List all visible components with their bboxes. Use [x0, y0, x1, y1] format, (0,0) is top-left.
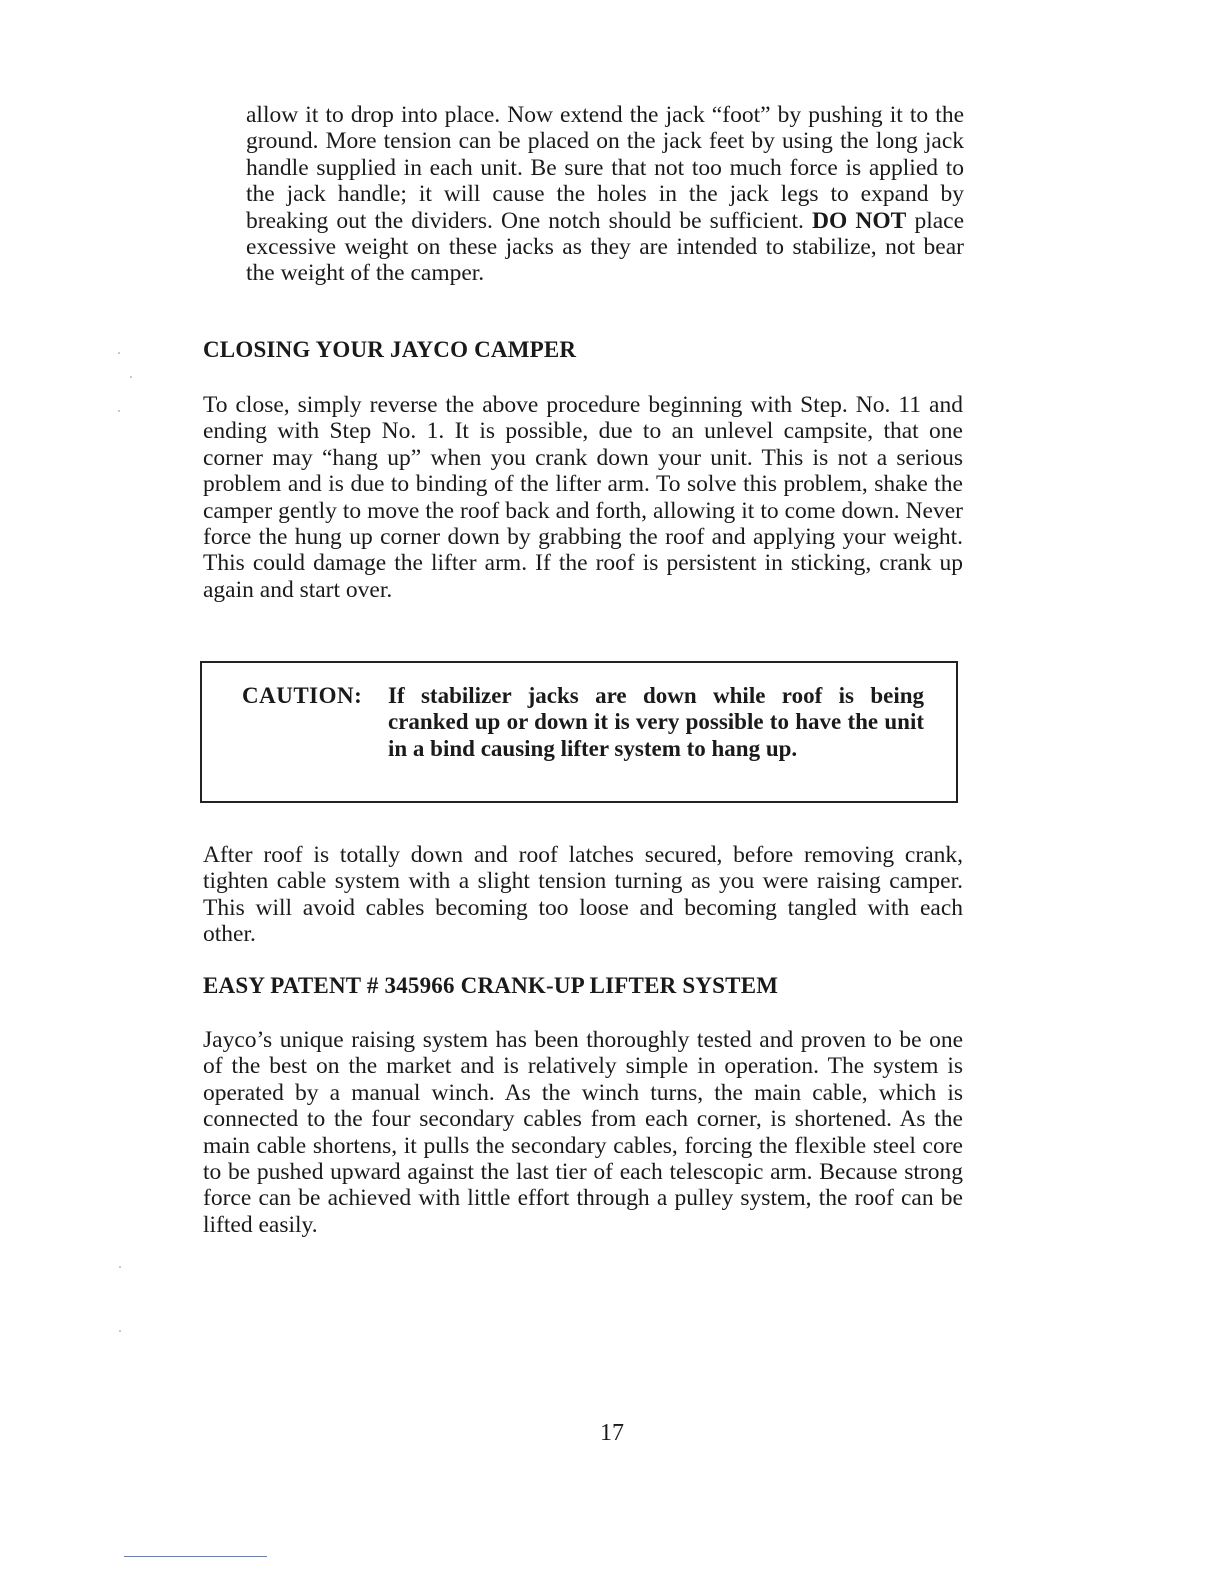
lifter-paragraph: Jayco’s unique raising system has been thoroughly tested and proven to be one of the best on the market and is relatively simple in operation. The system is operated by a manual winch. As the winch turns, the main cable, which is connected to the four secondary cables from each corner, is shortened. As the main cable shortens, it pulls the secondary cables, forcing the flexible steel core to be pushed upward against the last tier of each telescopic arm. Because strong force can be achieved with little effort through a pulley system, the roof can be lifted easily. — [203, 1027, 963, 1238]
caution-box — [200, 661, 958, 803]
intro-paragraph — [246, 102, 964, 287]
margin-speck — [119, 1266, 121, 1268]
do-not-emphasis: DO NOT — [812, 207, 907, 234]
bottom-rule — [124, 1556, 267, 1557]
margin-speck — [119, 1330, 121, 1332]
caution-text: If stabilizer jacks are down while roof is being cranked up or down it is very possible to have the unit in a bind causing lifter system to hang up. — [388, 683, 924, 761]
intro-text: allow it to drop into place. Now extend the jack “foot” by pushing it to the ground. More tension can be placed on the jack feet by using the long jack handle supplied in each unit. Be sure that not too much force is applied to the jack handle; it will cause the holes in the jack legs to expand by breaking out the dividers. One notch should be sufficient. — [246, 102, 964, 234]
margin-speck — [130, 376, 132, 378]
page-number: 17 — [600, 1420, 624, 1446]
margin-speck — [118, 410, 120, 412]
caution-label: CAUTION: — [242, 683, 363, 708]
closing-heading: CLOSING YOUR JAYCO CAMPER — [203, 337, 577, 362]
lifter-heading: EASY PATENT # 345966 CRANK-UP LIFTER SYSTEM — [203, 973, 779, 998]
closing-paragraph: To close, simply reverse the above procedure beginning with Step. No. 11 and ending with Step No. 1. It is possible, due to an unlevel campsite, that one corner may “hang up” when you crank down your unit. This is not a serious problem and is due to binding of the lifter arm. To solve this problem, shake the camper gently to move the roof back and forth, allowing it to come down. Never force the hung up corner down by grabbing the roof and applying your weight. This could damage the lifter arm. If the roof is persistent in sticking, crank up again and start over. — [203, 392, 963, 603]
after-caution-paragraph: After roof is totally down and roof latches secured, before removing crank, tighten cable system with a slight tension turning as you were raising camper. This will avoid cables becoming too loose and becoming tangled with each other. — [203, 842, 963, 948]
intro-tail-text: place excessive weight on these jacks as they are intended to stabilize, not bear the weight of the camper. — [246, 207, 965, 287]
margin-speck — [118, 352, 120, 354]
